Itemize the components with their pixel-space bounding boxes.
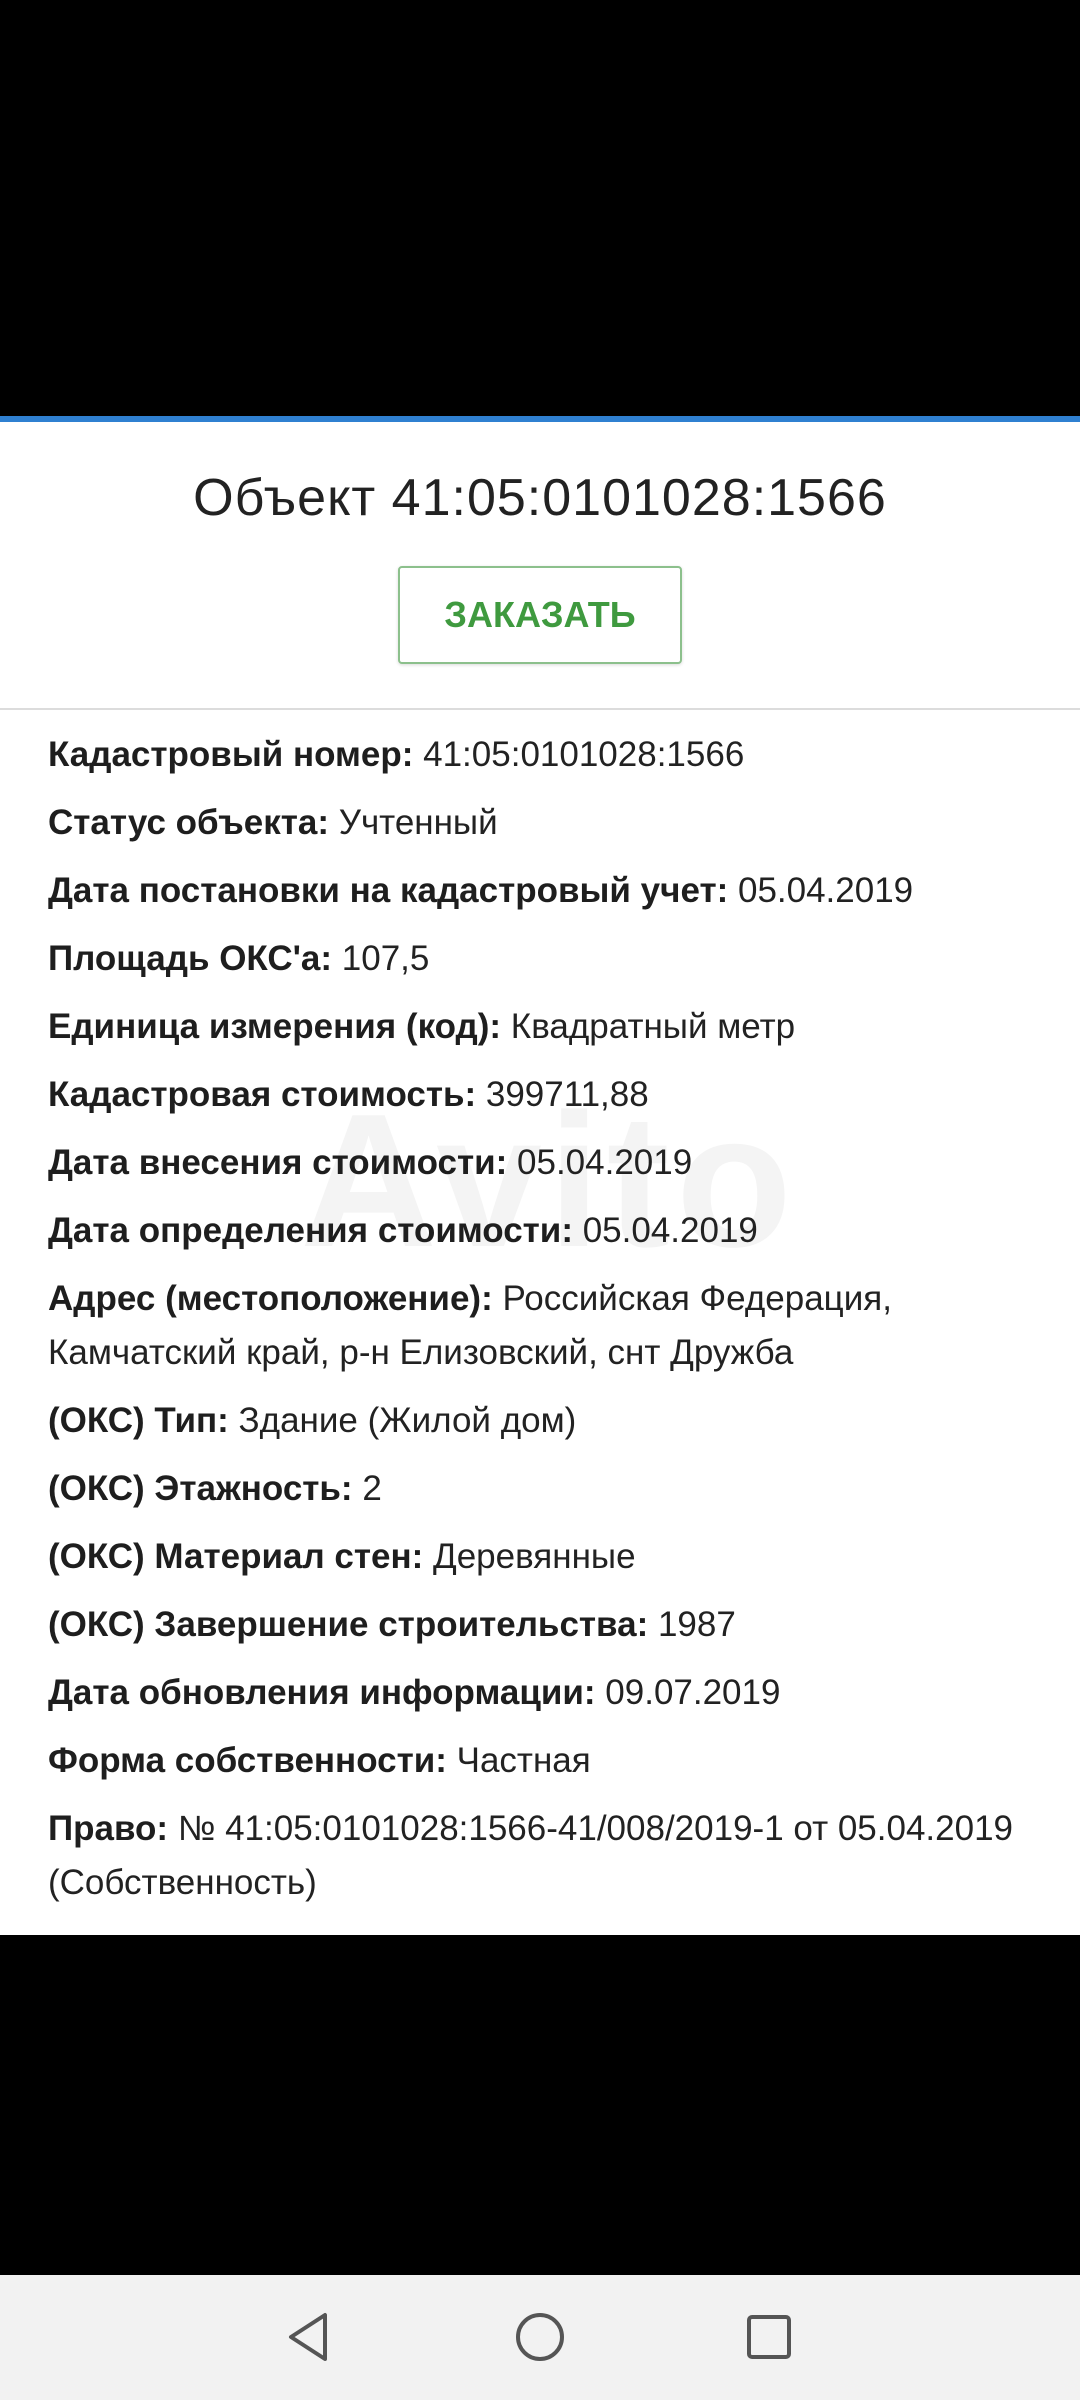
property-cadastral-number	[48, 728, 1048, 782]
property-label: Кадастровый номер:	[48, 735, 414, 774]
property-unit	[48, 1000, 1048, 1054]
property-cadastral-value	[48, 1068, 1048, 1122]
property-value: 05.04.2019	[728, 871, 914, 910]
property-registration-date	[48, 864, 1048, 918]
property-label: (ОКС) Материал стен:	[48, 1537, 424, 1576]
property-label: Адрес (местоположение):	[48, 1279, 493, 1318]
property-list	[48, 728, 1048, 1924]
property-wall-material	[48, 1530, 1048, 1584]
cadastral-card	[0, 422, 1080, 1935]
order-button[interactable]: ЗАКАЗАТЬ	[398, 566, 682, 664]
property-value-determination-date	[48, 1204, 1048, 1258]
property-label: Единица измерения (код):	[48, 1007, 502, 1046]
property-value: 2	[352, 1469, 382, 1508]
property-value: 05.04.2019	[507, 1143, 693, 1182]
property-update-date	[48, 1666, 1048, 1720]
property-value: 41:05:0101028:1566	[413, 735, 745, 774]
property-value: Учтенный	[328, 803, 498, 842]
system-navbar	[0, 2275, 1080, 2400]
property-type	[48, 1394, 1048, 1448]
property-construction-year	[48, 1598, 1048, 1652]
recents-square-icon[interactable]	[739, 2307, 799, 2367]
property-label: Дата постановки на кадастровый учет:	[48, 871, 729, 910]
property-area	[48, 932, 1048, 986]
property-value: Частная	[446, 1741, 591, 1780]
property-right	[48, 1802, 1048, 1910]
property-value: № 41:05:0101028:1566-41/008/2019-1 от 05.04.2019 (Собственность)	[48, 1809, 1013, 1902]
property-label: (ОКС) Завершение строительства:	[48, 1605, 649, 1644]
property-label: Кадастровая стоимость:	[48, 1075, 477, 1114]
back-triangle-icon[interactable]	[279, 2307, 339, 2367]
bottom-black-area	[0, 1935, 1080, 2275]
property-value: 05.04.2019	[572, 1211, 758, 1250]
property-value: 09.07.2019	[595, 1673, 781, 1712]
object-title: Объект 41:05:0101028:1566	[193, 469, 887, 527]
property-label: Площадь ОКС'а:	[48, 939, 333, 978]
top-black-area	[0, 0, 1080, 416]
property-label: (ОКС) Этажность:	[48, 1469, 353, 1508]
property-label: Статус объекта:	[48, 803, 329, 842]
property-ownership-form	[48, 1734, 1048, 1788]
property-value-entry-date	[48, 1136, 1048, 1190]
property-value: 1987	[648, 1605, 736, 1644]
property-floors	[48, 1462, 1048, 1516]
property-address	[48, 1272, 1048, 1380]
property-label: Форма собственности:	[48, 1741, 447, 1780]
property-label: Дата внесения стоимости:	[48, 1143, 508, 1182]
header-divider	[0, 708, 1080, 710]
card-header	[0, 422, 1080, 708]
home-circle-icon[interactable]	[510, 2307, 570, 2367]
property-label: (ОКС) Тип:	[48, 1401, 229, 1440]
property-value: 399711,88	[476, 1075, 649, 1114]
property-value: Российская Федерация, Камчатский край, р-н Елизовский, снт Дружба	[48, 1279, 892, 1372]
property-value: 107,5	[332, 939, 430, 978]
property-label: Право:	[48, 1809, 169, 1848]
property-value: Квадратный метр	[501, 1007, 796, 1046]
property-label: Дата определения стоимости:	[48, 1211, 573, 1250]
property-value: Здание (Жилой дом)	[228, 1401, 577, 1440]
property-value: Деревянные	[423, 1537, 636, 1576]
property-status	[48, 796, 1048, 850]
property-label: Дата обновления информации:	[48, 1673, 596, 1712]
